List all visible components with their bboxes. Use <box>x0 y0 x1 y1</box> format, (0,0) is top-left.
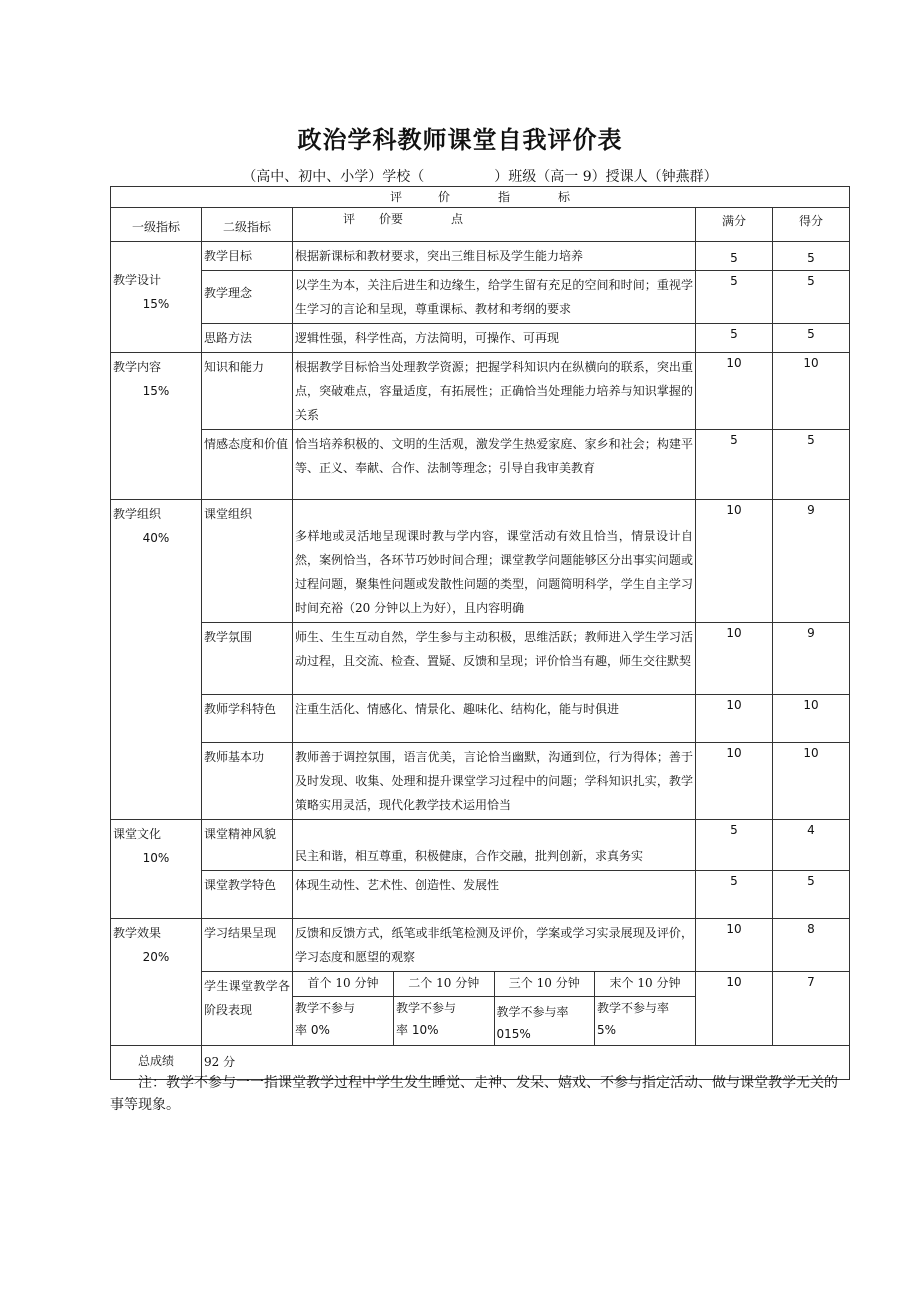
item-full: 5 <box>696 324 773 353</box>
item-full: 10 <box>696 743 773 820</box>
item-desc: 民主和谐，相互尊重，积极健康，合作交融，批判创新，求真务实 <box>293 820 696 871</box>
header-level2: 二级指标 <box>202 208 293 242</box>
total-value: 92 分 <box>202 1046 850 1080</box>
section-percent: 40% <box>142 531 170 545</box>
section-content <box>111 353 202 500</box>
total-label: 总成绩 <box>111 1046 202 1080</box>
section-name: 教学组织 <box>113 507 162 521</box>
phase-rate-value: 率 10% <box>396 1022 439 1037</box>
header-level1: 一级指标 <box>111 208 202 242</box>
item-score: 10 <box>773 695 850 743</box>
item-full: 10 <box>696 623 773 695</box>
item-desc: 多样地或灵活地呈现课时教与学内容，课堂活动有效且恰当，情景设计自然，案例恰当，各环节巧妙时间合理；课堂教学问题能够区分出事实问题或过程问题，聚集性问题或发散性问题的类型，问题简明科学，学生自主学习时间充裕（20 分钟以上为好），且内容明确 <box>293 500 696 623</box>
item-name: 教师学科特色 <box>202 695 293 743</box>
item-name: 学习结果呈现 <box>202 919 293 972</box>
section-name: 教学设计 <box>113 273 162 287</box>
item-score: 10 <box>773 353 850 430</box>
item-name: 教学目标 <box>202 242 293 271</box>
item-name: 课堂教学特色 <box>202 871 293 919</box>
item-name: 课堂组织 <box>202 500 293 623</box>
item-desc: 反馈和反馈方式，纸笔或非纸笔检测及评价，学案或学习实录展现及评价，学习态度和愿望的观察 <box>293 919 696 972</box>
header-full: 满分 <box>696 208 773 242</box>
phase-label: 二个 10 分钟 <box>394 972 495 996</box>
section-design <box>111 242 202 353</box>
phase-table <box>293 972 695 1045</box>
section-name: 教学内容 <box>113 360 162 374</box>
item-score: 9 <box>773 623 850 695</box>
phase-rate-value: 率 0% <box>295 1022 330 1037</box>
item-full: 10 <box>696 919 773 972</box>
item-score: 8 <box>773 919 850 972</box>
item-full: 10 <box>696 500 773 623</box>
header-points: 评 价要 点 <box>293 208 696 242</box>
form-subtitle: （高中、初中、小学）学校（ ）班级（高一 9）授课人（钟燕群） <box>242 169 718 185</box>
item-score: 5 <box>773 324 850 353</box>
phase-rate-label: 教学不参与率 <box>597 1000 670 1015</box>
item-desc: 注重生活化、情感化、情景化、趣味化、结构化，能与时俱进 <box>293 695 696 743</box>
footnote: 注：教学不参与一一指课堂教学过程中学生发生睡觉、走神、发呆、嬉戏、不参与指定活动、做与课堂教学无关的事等现象。 <box>110 1075 838 1113</box>
item-full: 5 <box>696 871 773 919</box>
item-desc: 教师善于调控氛围，语言优美，言论恰当幽默，沟通到位，行为得体；善于及时发现、收集、处理和提升课堂学习过程中的问题；学科知识扎实，教学策略实用灵活，现代化教学技术运用恰当 <box>293 743 696 820</box>
evaluation-table <box>110 186 850 1080</box>
item-desc: 恰当培养积极的、文明的生活观，激发学生热爱家庭、家乡和社会；构建平等、正义、奉献、合作、法制等理念；引导自我审美教育 <box>293 430 696 500</box>
item-name: 知识和能力 <box>202 353 293 430</box>
phase-rate-label: 教学不参与率 <box>496 1004 569 1019</box>
item-full: 10 <box>696 353 773 430</box>
item-name: 教师基本功 <box>202 743 293 820</box>
item-full: 10 <box>696 695 773 743</box>
item-full: 5 <box>696 242 773 271</box>
phase-rate <box>293 996 394 1045</box>
phase-rate-value: 015% <box>496 1026 531 1041</box>
phase-rate-label: 教学不参与 <box>396 1000 457 1015</box>
section-percent: 15% <box>142 384 170 398</box>
phase-rate <box>595 996 696 1045</box>
header-score: 得分 <box>773 208 850 242</box>
item-name: 教学氛围 <box>202 623 293 695</box>
item-name: 情感态度和价值 <box>202 430 293 500</box>
item-score: 5 <box>773 271 850 324</box>
phase-rate <box>494 996 595 1045</box>
item-score: 4 <box>773 820 850 871</box>
item-score: 5 <box>773 871 850 919</box>
phase-label: 三个 10 分钟 <box>494 972 595 996</box>
section-name: 课堂文化 <box>113 827 162 841</box>
item-full: 5 <box>696 430 773 500</box>
item-name: 教学理念 <box>202 271 293 324</box>
item-name: 课堂精神风貌 <box>202 820 293 871</box>
item-full: 10 <box>696 972 773 1046</box>
section-organization <box>111 500 202 820</box>
phase-label: 首个 10 分钟 <box>293 972 394 996</box>
section-percent: 15% <box>142 297 170 311</box>
item-desc: 根据新课标和教材要求，突出三维目标及学生能力培养 <box>293 242 696 271</box>
section-name: 教学效果 <box>113 926 162 940</box>
phase-label: 末个 10 分钟 <box>595 972 696 996</box>
header-evaluation: 评 价 指 标 <box>111 187 850 208</box>
item-desc: 师生、生生互动自然，学生参与主动积极，思维活跃；教师进入学生学习活动过程，且交流、检查、置疑、反馈和呈现；评价恰当有趣，师生交往默契 <box>293 623 696 695</box>
section-percent: 20% <box>142 950 170 964</box>
phase-rate-value: 5% <box>597 1022 617 1037</box>
phase-rate-label: 教学不参与 <box>295 1000 356 1015</box>
section-culture <box>111 820 202 919</box>
item-score: 9 <box>773 500 850 623</box>
item-desc: 体现生动性、艺术性、创造性、发展性 <box>293 871 696 919</box>
item-desc: 以学生为本，关注后进生和边缘生，给学生留有充足的空间和时间；重视学生学习的言论和呈现，尊重课标、教材和考纲的要求 <box>293 271 696 324</box>
item-desc: 逻辑性强，科学性高，方法简明，可操作、可再现 <box>293 324 696 353</box>
item-score: 10 <box>773 743 850 820</box>
item-full: 5 <box>696 271 773 324</box>
section-percent: 10% <box>142 851 170 865</box>
item-score: 5 <box>773 430 850 500</box>
item-score: 5 <box>773 242 850 271</box>
item-name: 学生课堂教学各阶段表现 <box>202 972 293 1046</box>
item-desc: 根据教学目标恰当处理教学资源；把握学科知识内在纵横向的联系，突出重点，突破难点，容量适度，有拓展性；正确恰当处理能力培养与知识掌握的关系 <box>293 353 696 430</box>
page-title: 政治学科教师课堂自我评价表 <box>297 125 623 154</box>
phase-rate <box>394 996 495 1045</box>
phase-cell <box>293 972 696 1046</box>
item-name: 思路方法 <box>202 324 293 353</box>
item-full: 5 <box>696 820 773 871</box>
section-effect <box>111 919 202 1046</box>
item-score: 7 <box>773 972 850 1046</box>
